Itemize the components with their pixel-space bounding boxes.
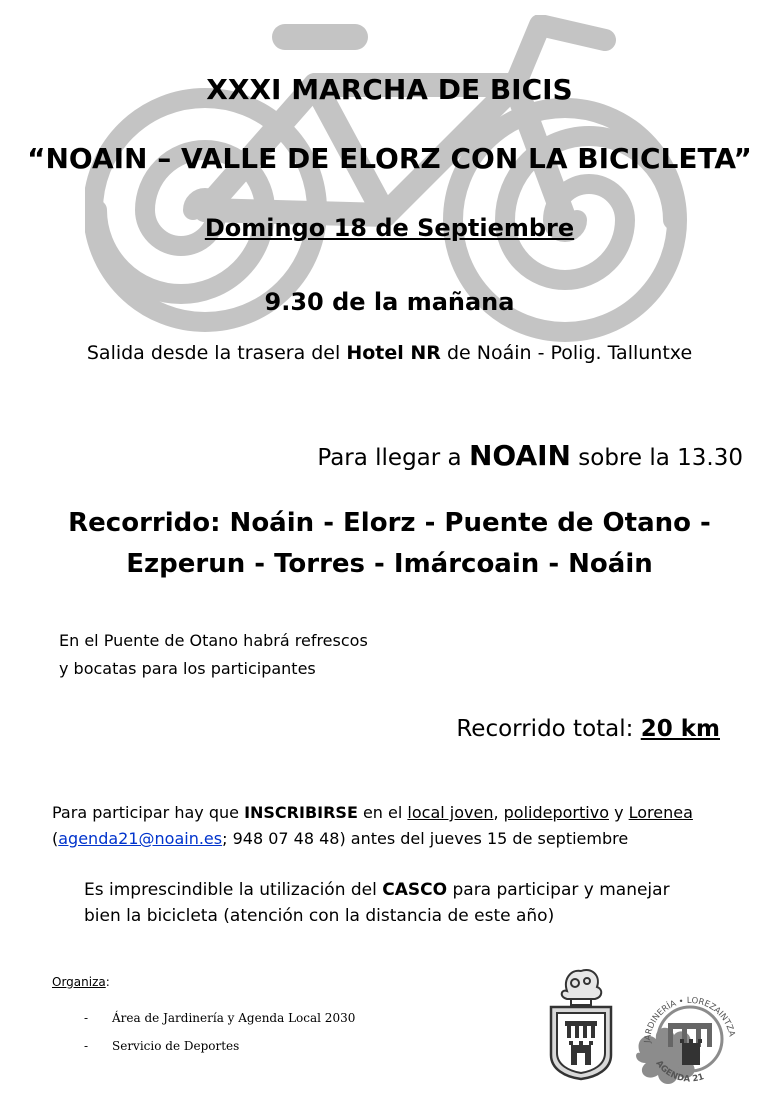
- event-date: Domingo 18 de Septiembre: [204, 214, 575, 242]
- refreshments-line-2: y bocatas para los participantes: [59, 659, 316, 678]
- registration-line-1: Para participar hay que INSCRIBIRSE en el local joven, polideportivo y Lorenea: [52, 803, 693, 822]
- refreshments-line-1: En el Puente de Otano habrá refrescos: [59, 631, 368, 650]
- registration-line-2: (agenda21@noain.es; 948 07 48 48) antes del jueves 15 de septiembre: [52, 829, 629, 848]
- agenda21-logo: [632, 983, 744, 1095]
- event-time: 9.30 de la mañana: [264, 288, 515, 316]
- route-line-1: Recorrido: Noáin - Elorz - Puente de Otano -: [68, 508, 711, 538]
- route-line-2: Ezperun - Torres - Imárcoain - Noáin: [126, 549, 653, 579]
- route-label: Recorrido: [68, 508, 211, 538]
- route-total-value: 20 km: [640, 716, 720, 742]
- email-link[interactable]: agenda21@noain.es: [58, 829, 223, 848]
- departure-hotel: Hotel NR: [346, 342, 441, 364]
- organizer-label: Organiza:: [52, 975, 110, 989]
- place-lorenea: Lorenea: [628, 803, 693, 822]
- bicycle-watermark-icon: [85, 15, 695, 380]
- helmet-line-1: Es imprescindible la utilización del CASCO para participar y manejar: [84, 880, 670, 900]
- event-title: XXXI MARCHA DE BICIS: [206, 73, 573, 106]
- route-total: Recorrido total: 20 km: [456, 716, 720, 742]
- place-local-joven: local joven: [407, 803, 494, 822]
- place-polideportivo: polideportivo: [503, 803, 609, 822]
- event-subtitle: “NOAIN – VALLE DE ELORZ CON LA BICICLETA”: [27, 142, 752, 175]
- noain-coat-of-arms-logo: [545, 965, 617, 1083]
- arrival-place: NOAIN: [468, 439, 571, 472]
- agenda21-bottom-text: AGENDA 21: [653, 1058, 706, 1085]
- organizer-item: - Servicio de Deportes: [84, 1039, 240, 1053]
- agenda21-ring-text: JARDINERÍA • LOREZAINTZA: [642, 995, 737, 1044]
- helmet-line-2: bien la bicicleta (atención con la distancia de este año): [84, 906, 555, 926]
- departure-line: Salida desde la trasera del Hotel NR de Noáin - Polig. Talluntxe: [86, 342, 693, 364]
- organizer-item: - Área de Jardinería y Agenda Local 2030: [84, 1011, 356, 1025]
- arrival-line: Para llegar a NOAIN sobre la 13.30: [317, 439, 743, 472]
